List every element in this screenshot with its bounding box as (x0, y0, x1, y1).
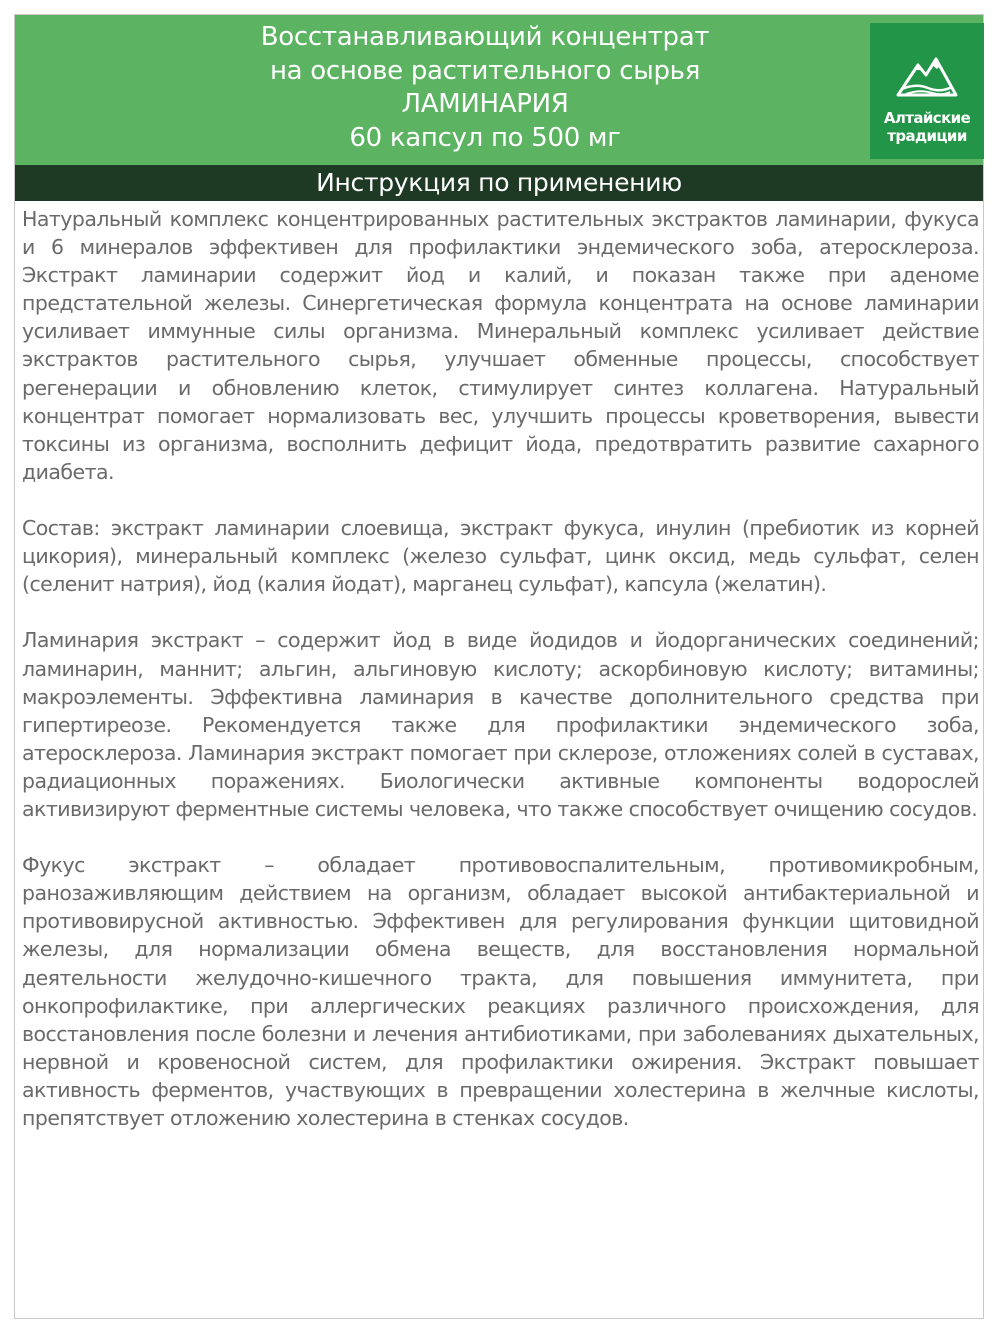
paragraph-description: Натуральный комплекс концентрированных растительных экстрактов ламинарии, фукуса и 6 минералов эффективен для профилактики эндемического зоба, атеросклероза. Экстракт ламинарии содержит йод и калий, и показан также при аденоме предстательной железы. Синергетическая формула концентрата на основе ламинарии усиливает иммунные силы организма. Минеральный комплекс усиливает действие экстрактов растительного сырья, улучшает обменные процессы, способствует регенерации и обновлению клеток, стимулирует синтез коллагена. Натуральный концентрат помогает нормализовать вес, улучшить процессы кроветворения, вывести токсины из организма, восполнить дефицит йода, предотвратить развитие сахарного диабета. (22, 207, 979, 484)
header-banner (15, 15, 983, 165)
page-frame (14, 14, 984, 1319)
brand-name-line-2: традиции (887, 127, 967, 145)
paragraph-fucus: Фукус экстракт – обладает противовоспалительным, противомикробным, ранозаживляющим действием на организм, обладает высокой антибактериальной и противовирусной активностью. Эффективен для регулирования функции щитовидной железы, для нормализации обмена веществ, для восстановления нормальной деятельности желудочно-кишечного тракта, для повышения иммунитета, при онкопрофилактике, при аллергических реакциях различного происхождения, для восстановления после болезни и лечения антибиотиками, при заболеваниях дыхательных, нервной и кровеносной систем, для профилактики ожирения. Экстракт повышает активность ферментов, участвующих в превращении холестерина в желчные кислоты, препятствует отложению холестерина в стенках сосудов. (22, 853, 979, 1130)
product-title-line-3: ЛАМИНАРИЯ (401, 89, 569, 119)
brand-logo (870, 23, 984, 159)
product-title-line-4: 60 капсул по 500 мг (349, 122, 621, 153)
instructions-heading: Инструкция по применению (15, 165, 983, 201)
brand-name (870, 109, 984, 145)
paragraph-composition: Состав: экстракт ламинарии слоевища, экстракт фукуса, инулин (пребиотик из корней цикория), минеральный комплекс (железо сульфат, цинк оксид, медь сульфат, селен (селенит натрия), йод (калия йодат), марганец сульфат), капсула (желатин). (22, 516, 979, 597)
instructions-body (22, 205, 979, 1160)
product-title (15, 21, 955, 155)
product-title-line-1: Восстанавливающий концентрат (260, 22, 710, 52)
product-title-line-2: на основе растительного сырья (269, 55, 701, 86)
mountain-icon (896, 55, 958, 99)
brand-name-line-1: Алтайские (883, 109, 971, 127)
paragraph-laminaria: Ламинария экстракт – содержит йод в виде йодидов и йодорганических соединений; ламинарин, маннит; альгин, альгиновую кислоту; аскорбиновую кислоту; витамины; макроэлементы. Эффективна ламинария в качестве дополнительного средства при гипертиреозе. Рекомендуется также для профилактики эндемического зоба, атеросклероза. Ламинария экстракт помогает при склерозе, отложениях солей в суставах, радиационных поражениях. Биологически активные компоненты водорослей активизируют ферментные системы человека, что также способствует очищению сосудов. (22, 628, 979, 821)
